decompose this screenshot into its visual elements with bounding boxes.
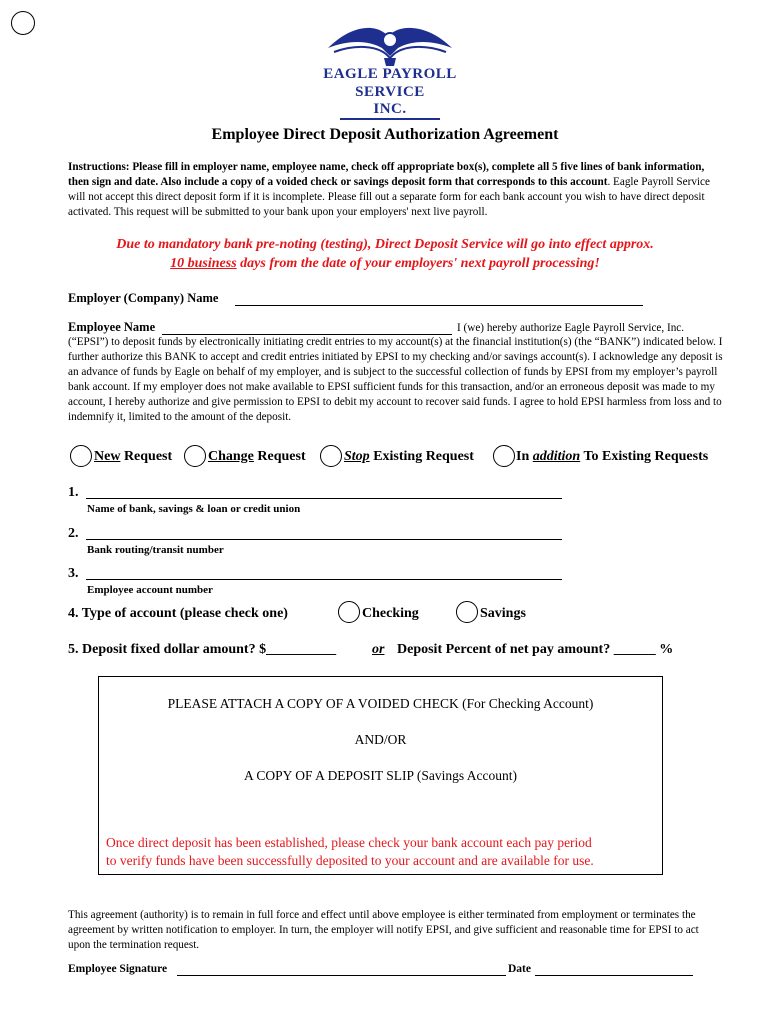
authorization-text: (“EPSI”) to deposit funds by electronically initiating credit entries to my account(s) at the financial institution(s) (the “BANK”) indicated below. I further authorize this BANK to accept and credit entries initiated by EPSI to my checking and/or savings account(s). I acknowledge any deposit is an advance of funds by Eagle on behalf of my employer, and is subject to the successful collection of funds by EPSI from my employer’s payroll bank account. If my employer does not make available to EPSI sufficient funds for this transaction, and/or an erroneous deposit was made to my account, I hereby authorize and give permission to EPSI to debit my account to recover said funds. I agree to hold EPSI harmless from loss and to indemnify it, limited to the amount of the deposit. [68,336,723,423]
stop-request-label: Stop Existing Request [344,449,474,464]
employer-name-field[interactable] [235,305,643,306]
field-3-label: Employee account number [87,584,213,596]
field-1-number: 1. [68,485,79,500]
notice-business-days: 10 business [170,256,237,271]
authorization-first-line: I (we) hereby authorize Eagle Payroll Service, Inc. [457,322,685,334]
routing-number-field[interactable] [86,539,562,540]
checking-label: Checking [362,606,419,621]
date-field[interactable] [535,975,693,976]
agreement-text: This agreement (authority) is to remain in full force and effect until above employee is either terminated from employment or terminates the agreement by written notification to employer. In turn, the employer will notify EPSI, and give sufficient and reasonable time for EPSI to act upon the termination request. [68,909,699,951]
notice-line-2-rest: days from the date of your employers' next payroll processing! [236,256,600,271]
corner-circle[interactable] [11,11,35,35]
field-3-number: 3. [68,566,79,581]
change-request-radio[interactable] [184,445,206,467]
change-request-label: Change Request [208,449,306,464]
attach-line-1: PLEASE ATTACH A COPY OF A VOIDED CHECK (For Checking Account) [167,696,594,711]
prenote-notice [0,235,770,273]
savings-label: Savings [480,606,526,621]
checking-radio[interactable] [338,601,360,623]
attach-note-2: to verify funds have been successfully deposited to your account and are available for use. [106,853,594,868]
savings-radio[interactable] [456,601,478,623]
attach-line-3: A COPY OF A DEPOSIT SLIP (Savings Account) [244,768,517,783]
employer-label: Employer (Company) Name [68,291,219,305]
page-title: Employee Direct Deposit Authorization Agreement [211,126,559,143]
deposit-percent-label: Deposit Percent of net pay amount? ______ % [397,642,674,657]
new-request-radio[interactable] [70,445,92,467]
addition-request-label: In addition To Existing Requests [516,449,709,464]
deposit-or: or [372,642,385,657]
account-number-field[interactable] [86,579,562,580]
bank-name-field[interactable] [86,498,562,499]
instructions-bold: Instructions: Please fill in employer name, employee name, check off appropriate box(s), complete all 5 five lines of bank information, then sign and date. Also include a copy of a voided check or savings deposit form that corresponds to this account [68,161,705,188]
instructions [68,160,718,220]
field-1-label: Name of bank, savings & loan or credit union [87,503,301,515]
signature-label: Employee Signature [68,963,168,975]
logo-line-2: SERVICE INC. [340,84,440,120]
attach-note-1: Once direct deposit has been established, please check your bank account each pay period [106,835,592,850]
notice-line-2 [0,254,770,273]
eagle-icon [320,18,460,70]
attach-check-box [98,676,663,875]
employee-label: Employee Name [68,320,156,334]
signature-field[interactable] [177,975,506,976]
company-logo [320,18,460,117]
attach-line-2: AND/OR [354,732,407,747]
field-2-number: 2. [68,526,79,541]
deposit-amount-label: 5. Deposit fixed dollar amount? $__________ [68,642,337,657]
stop-request-radio[interactable] [320,445,342,467]
new-request-label: New Request [94,449,173,464]
logo-line-1: EAGLE PAYROLL [323,66,457,82]
instructions-normal: . Eagle Payroll Service will not accept this direct deposit form if it is incomplete. Please fill out a separate form for each bank account you wish to have direct deposit activated. This request will be submitted to your bank upon your employers' next live payroll. [68,176,710,218]
field-2-label: Bank routing/transit number [87,544,224,556]
addition-request-radio[interactable] [493,445,515,467]
notice-line-1: Due to mandatory bank pre-noting (testing), Direct Deposit Service will go into effect approx. [116,237,654,252]
date-label: Date [508,963,531,975]
account-type-label: 4. Type of account (please check one) [68,606,288,621]
